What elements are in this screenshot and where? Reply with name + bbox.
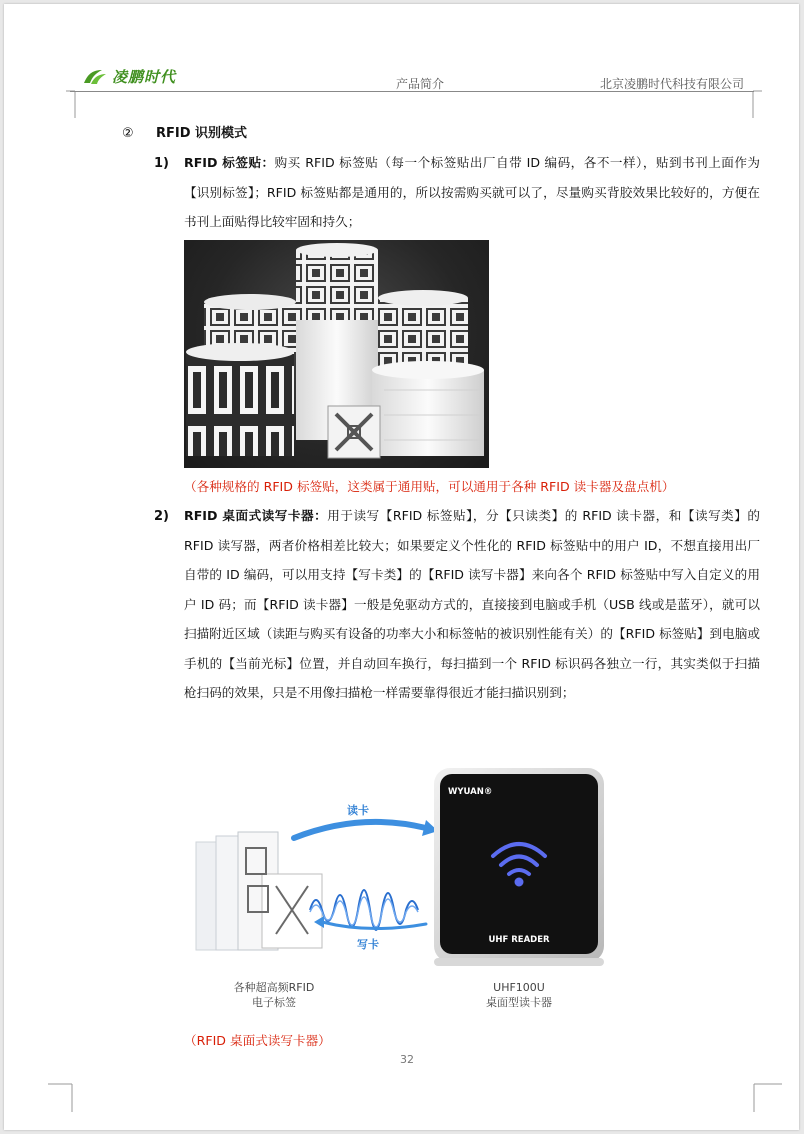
reader-illustration [190,762,610,1012]
section-number: ② [122,126,134,141]
reader-caption: （RFID 桌面式读写卡器） [184,1033,331,1048]
reader-caption-line-1: UHF100U [493,981,545,994]
item-1-bold-label: RFID 标签贴： [184,155,275,170]
tags-caption-line-1: 各种超高频RFID [233,981,315,994]
write-label: 写卡 [357,938,379,951]
rfid-rolls-illustration [184,240,489,468]
header-product-intro: 产品简介 [396,77,445,91]
header-divider [70,91,754,92]
section-title: RFID 识别模式 [156,126,248,141]
corner-mark-top-left [66,88,76,118]
item-1-text: 购买 RFID 标签贴（每一个标签贴出厂自带 ID 编码，各不一样），贴到书刊上面作为【识别标签】；RFID 标签贴都是通用的，所以按需购买就可以了，尽量购买背胶效果比较好的，方便在书刊上面贴得比较牢固和持久； [184,155,761,229]
item-2-number: 2) [154,509,169,524]
corner-mark-bottom-left [48,1080,74,1112]
page-number: 32 [400,1053,414,1066]
device-panel-label: UHF READER [488,935,550,945]
corner-mark-top-right [752,88,762,118]
logo-text: 凌鹏时代 [112,68,177,86]
rfid-labels-caption: （各种规格的 RFID 标签贴，这类属于通用贴，可以通用于各种 RFID 读卡器及盘点机） [184,479,675,494]
read-label: 读卡 [347,804,369,817]
item-2-text: 用于读写【RFID 标签贴】，分【只读类】的 RFID 读卡器，和【读写类】的 RFID 读写器，两者价格相差比较大；如果要定义个性化的 RFID 标签贴中的用户 ID，不想直接用出厂自带的 ID 编码，可以用支持【写卡类】的【RFID 读写卡器】来向各个 RFID 标签贴中写入自定义的用户 ID 码；而【RFID 读卡器】一般是免驱动方式的，直接接到电脑或手机（USB 线或是蓝牙），就可以扫描附近区域（读距与购买有设备的功率大小和标签帖的被识别性能有关）的【RFID 标签贴】到电脑或手机的【当前光标】位置，并自动回车换行，每扫描到一个 RFID 标识码各独立一行，其实类似于扫描枪扫码的效果，只是不用像扫描枪一样需要靠得很近才能扫描识别到； [184,508,761,700]
device-brand: WYUAN® [448,787,493,797]
corner-mark-bottom-right [752,1080,782,1112]
section-heading [122,122,247,141]
item-2-paragraph [184,501,760,708]
document-page [4,4,799,1130]
company-logo [82,66,176,87]
rfid-label-rolls-photo [184,240,489,468]
tags-caption-line-2: 电子标签 [252,996,296,1009]
item-1-number: 1) [154,156,169,171]
header-company-name: 北京凌鹏时代科技有限公司 [600,77,745,91]
logo-icon [82,68,108,86]
rfid-reader-diagram [190,762,610,1012]
item-1-paragraph [184,148,760,237]
reader-caption-line-2: 桌面型读卡器 [486,996,552,1009]
item-2-bold-label: RFID 桌面式读写卡器： [184,508,328,523]
